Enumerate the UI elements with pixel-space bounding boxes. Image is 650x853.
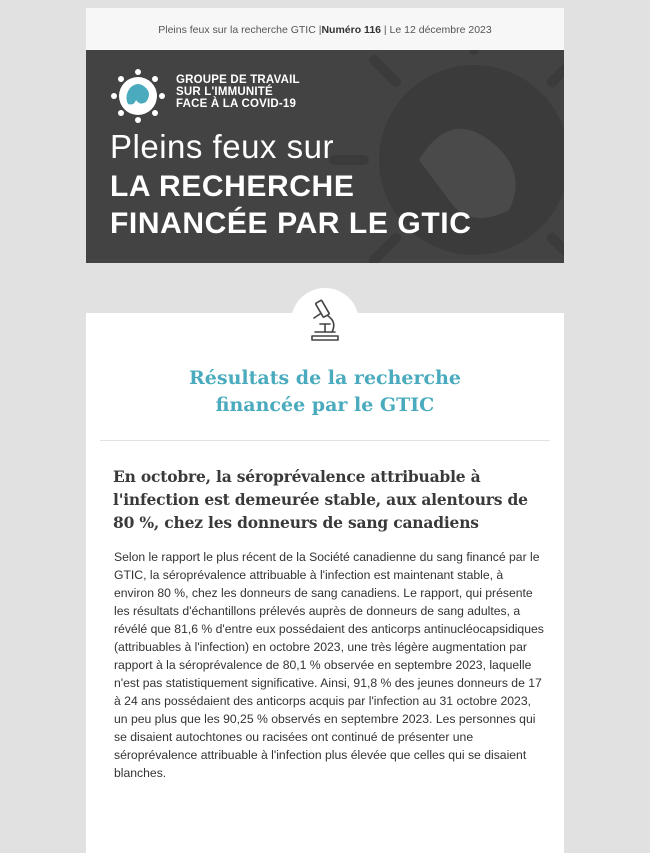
issue-number: Numéro 116 bbox=[321, 24, 381, 36]
section-title-line: financée par le GTIC bbox=[215, 394, 435, 416]
issue-date: | Le 12 décembre 2023 bbox=[381, 24, 492, 36]
divider bbox=[100, 440, 550, 441]
header-banner bbox=[86, 50, 564, 263]
article-body: Selon le rapport le plus récent de la Société canadienne du sang financé par le GTIC, la séroprévalence attribuable à l'infection est maintenant stable, à environ 80 %, chez les donneurs de sang canadiens. Le rapport, qui présente les résultats d'échantillons prélevés auprès de donneurs de sang adultes, a révélé que 81,6 % d'entre eux possédaient des anticorps antinucléocapsidiques (attribuables à l'infection) en octobre 2023, une très légère augmentation par rapport à la séroprévalence de 80,1 % observée en septembre 2023, laquelle n'est pas statistiquement significative. Ainsi, 91,8 % des jeunes donneurs de 17 à 24 ans possédaient des anticorps acquis par l'infection au 31 octobre 2023, un peu plus que les 90,25 % observés en septembre 2023. Les personnes qui se disaient autochtones ou racisées ont continué de présenter une séroprévalence attribuable à l'infection plus élevée que celles qui se disaient blanches. bbox=[114, 550, 544, 780]
microscope-icon bbox=[306, 298, 344, 342]
article-card bbox=[86, 313, 564, 853]
org-name bbox=[176, 74, 300, 110]
publication-name: Pleins feux sur la recherche GTIC | bbox=[158, 24, 322, 36]
article-headline: En octobre, la séroprévalence attribuable à l'infection est demeurée stable, aux alentours de 80 %, chez les donneurs de sang canadiens bbox=[113, 467, 528, 532]
section-title-line: Résultats de la recherche bbox=[189, 367, 461, 389]
issue-bar bbox=[86, 8, 564, 50]
banner-title-line: FINANCÉE PAR LE GTIC bbox=[110, 207, 472, 240]
newsletter bbox=[86, 8, 564, 853]
org-name-line: GROUPE DE TRAVAIL bbox=[176, 74, 300, 86]
section-title bbox=[86, 365, 564, 419]
org-name-line: SUR L'IMMUNITÉ bbox=[176, 86, 273, 98]
org-name-line: FACE À LA COVID-19 bbox=[176, 98, 297, 110]
section-badge bbox=[291, 288, 359, 356]
gtic-logo-icon bbox=[108, 66, 168, 126]
banner-title-line: LA RECHERCHE bbox=[110, 170, 355, 203]
banner-lead: Pleins feux sur bbox=[110, 128, 334, 165]
